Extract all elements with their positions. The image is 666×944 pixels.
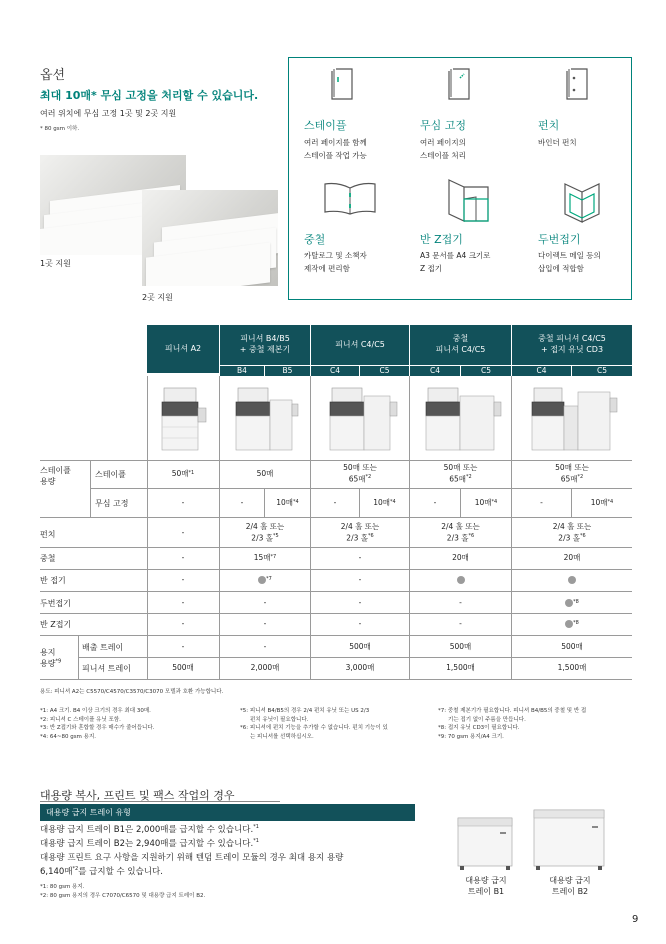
subheader-c5-1: C5 xyxy=(360,365,409,376)
subheader-c4-3: C4 xyxy=(512,365,571,376)
cell-staple-b: 50매 xyxy=(256,468,274,478)
cell-punch-c-text2: 2/3 홀 xyxy=(346,533,368,543)
options-headline: 최대 10매* 무심 고정을 처리할 수 있습니다. xyxy=(40,89,259,102)
note-1: *1: A4 크기. B4 이상 크기의 경우 최대 30매. xyxy=(40,708,151,714)
tray-b2-caption xyxy=(536,875,604,897)
finish-option-desc-5-line2: 삽입에 적합함 xyxy=(538,263,584,273)
cell-staple-d-sup: *2 xyxy=(466,473,472,480)
photo-caption-1: 1곳 지원 xyxy=(40,259,71,268)
subheader-c4-2: C4 xyxy=(410,365,460,376)
available-dot xyxy=(457,576,465,584)
finish-option-title-5: 두번접기 xyxy=(538,233,581,246)
available-dot xyxy=(565,620,573,628)
row-group-paper-line2 xyxy=(40,658,61,669)
col-header-booklet-c4c5 xyxy=(410,325,511,365)
cell-staple-c-sup: *2 xyxy=(365,473,372,480)
high-capacity-body xyxy=(40,823,420,879)
finish-option-desc-0 xyxy=(304,137,367,163)
cell-punch-e-line1: 2/4 홀 또는 xyxy=(552,521,592,531)
options-title: 옵션 xyxy=(40,68,66,83)
cell-punch-c-sup: *6 xyxy=(368,532,374,539)
hc-line-2-text: 대용량 급지 트레이 B2는 2,940매를 급지할 수 있습니다. xyxy=(40,839,254,850)
tray-b1-image xyxy=(452,812,520,872)
cell-sf-c5-3-text: 10매 xyxy=(590,497,608,507)
cell-sf-c5-2 xyxy=(461,492,511,514)
cell-punch-e-sup: *6 xyxy=(580,532,586,539)
cell-sf-c5-1 xyxy=(360,492,409,514)
cell-out-c: 500매 xyxy=(349,641,371,651)
notes-col-1 xyxy=(40,707,154,741)
page-number: 9 xyxy=(632,914,639,925)
cell-sf-b5-sup: *4 xyxy=(293,499,299,506)
cell-sf-c5-1-text: 10매 xyxy=(373,497,391,507)
cell-tri-fold-d: - xyxy=(459,597,462,607)
row-tri-fold: 두번접기 xyxy=(40,598,71,608)
row-group-staple-line2: 용량 xyxy=(40,477,56,486)
table-rule-v xyxy=(147,376,148,679)
cell-punch-b-sup: *5 xyxy=(273,532,279,539)
note-8: *8: 접지 유닛 CD3이 필요합니다. xyxy=(438,725,520,732)
hc-line-4-text-b: 를 급지할 수 있습니다. xyxy=(78,867,163,878)
cell-fin-d: 1,500매 xyxy=(446,662,475,672)
row-finisher-tray: 피니셔 트레이 xyxy=(82,663,131,673)
finish-option-desc-0-line2: 스테이플 작업 가능 xyxy=(304,150,367,160)
finish-option-title-1: 무심 고정 xyxy=(420,119,467,132)
hc-footnote-2: *2: 80 gsm 용지의 경우 C7070/C6570 및 대용량 급지 트레이 B2. xyxy=(40,892,206,899)
hc-line-1-sup: *1 xyxy=(253,824,259,831)
hc-line-3: 대용량 프린트 요구 사항을 지원하기 위해 텐덤 트레이 모듈의 경우 최대 용지 용량 xyxy=(40,853,344,864)
cell-sf-a2: - xyxy=(181,497,185,507)
machine-finisher-a2 xyxy=(150,382,216,452)
row-booklet: 중철 xyxy=(40,553,56,563)
col-header-cd3-line2: + 접지 유닛 CD3 xyxy=(540,345,604,354)
finish-option-title-4: 반 Z접기 xyxy=(420,233,463,246)
cell-punch-c-line2 xyxy=(346,533,373,544)
finish-option-desc-3-line1: 카탈로그 및 소책자 xyxy=(304,251,367,260)
col-header-cd3-line1: 중철 피니셔 C4/C5 xyxy=(538,334,606,344)
table-rule-v xyxy=(511,376,512,679)
finish-option-desc-5-line1: 다이렉트 메일 등의 xyxy=(538,251,601,260)
cell-booklet-b-text: 15매 xyxy=(253,552,271,562)
cell-z-fold-a2: - xyxy=(181,618,185,628)
cell-punch-d-text2: 2/3 홀 xyxy=(446,533,469,543)
cell-staple-a2-sup: *1 xyxy=(188,470,195,477)
cell-sf-b5-text: 10매 xyxy=(276,497,294,507)
cell-booklet-d: 20매 xyxy=(452,552,469,562)
cell-z-fold-e-sup: *8 xyxy=(573,620,579,627)
cell-punch-d xyxy=(410,519,511,547)
cell-punch-e-line2 xyxy=(558,533,585,544)
staple-free-icon xyxy=(447,67,471,101)
table-rule-v xyxy=(78,635,79,679)
col-header-booklet-line2: 피니셔 C4/C5 xyxy=(435,345,486,354)
note-7: *7: 중철 제본기가 필요합니다. 피니셔 B4/B5의 중철 및 반 접 xyxy=(438,708,587,714)
compat-note: 용도: 피니셔 A2는 C5570/C4570/C3570/C3070 모델과 호환 가능합니다. xyxy=(40,689,224,695)
col-header-booklet-line1: 중철 xyxy=(452,334,469,344)
notes-col-2 xyxy=(240,707,388,741)
cell-out-a2: - xyxy=(181,641,185,651)
table-rule xyxy=(40,460,632,461)
cell-staple-e xyxy=(512,460,632,488)
cell-tri-fold-a2: - xyxy=(181,597,185,607)
cell-tri-fold-b: - xyxy=(263,597,267,607)
cell-sf-c4-2: - xyxy=(433,497,437,507)
finish-option-desc-1-line1: 여러 페이지의 xyxy=(420,138,466,147)
row-staple-free: 무심 고정 xyxy=(95,498,129,508)
cell-z-fold-c: - xyxy=(358,618,362,628)
col-header-finisher-a2: 피니셔 A2 xyxy=(147,325,219,373)
col-header-b4b5-line1: 피니셔 B4/B5 xyxy=(240,334,290,344)
table-rule-v xyxy=(359,488,360,517)
tray-b1-caption xyxy=(452,875,520,897)
cell-z-fold-e xyxy=(512,614,632,634)
available-dot xyxy=(565,599,573,607)
row-group-staple-capacity xyxy=(40,462,71,490)
col-header-booklet-cd3 xyxy=(512,325,632,365)
cell-half-fold-d xyxy=(410,570,511,590)
row-group-paper-capacity xyxy=(40,640,61,676)
cell-out-e: 500매 xyxy=(561,641,583,651)
finish-option-desc-3 xyxy=(304,250,367,276)
cell-punch-a2: - xyxy=(181,527,185,537)
cell-half-fold-e xyxy=(512,570,632,590)
cell-staple-d-line2 xyxy=(449,474,471,485)
available-dot xyxy=(258,576,266,584)
available-dot xyxy=(568,576,576,584)
note-3: *3: 반 Z접기와 혼합할 경우 매수가 줄어듭니다. xyxy=(40,725,155,732)
table-rule-v xyxy=(264,488,265,517)
finish-option-desc-0-line1: 여러 페이지를 함께 xyxy=(304,138,367,147)
row-group-paper-line1: 용지 xyxy=(40,648,56,657)
finish-option-desc-4 xyxy=(420,250,490,276)
cell-staple-d xyxy=(410,460,511,488)
machine-finisher-b4b5 xyxy=(228,382,302,452)
row-half-fold: 반 접기 xyxy=(40,575,66,585)
cell-punch-d-sup: *6 xyxy=(468,532,475,539)
table-rule xyxy=(40,679,632,680)
z-fold-icon xyxy=(446,177,492,225)
cell-staple-a2-text: 50매 xyxy=(171,468,189,478)
cell-half-fold-b-sup: *7 xyxy=(266,576,272,583)
cell-staple-c xyxy=(311,460,409,488)
photo-caption-2: 2곳 지원 xyxy=(142,293,173,302)
table-rule xyxy=(78,657,632,658)
finish-option-desc-1-line2: 스테이플 처리 xyxy=(420,150,466,160)
cell-tri-fold-e xyxy=(512,593,632,613)
row-group-paper-sup: *9 xyxy=(55,658,62,665)
subheader-b4: B4 xyxy=(220,365,264,376)
cell-punch-b-text2: 2/3 홀 xyxy=(251,533,273,543)
hc-line-2-sup: *1 xyxy=(253,838,259,845)
table-rule xyxy=(90,488,632,489)
tray-b1-caption-line2: 트레이 B1 xyxy=(467,887,505,897)
high-capacity-title: 대용량 복사, 프린트 및 팩스 작업의 경우 xyxy=(40,789,235,802)
note-6-cont: 는 피니셔를 선택하십시오. xyxy=(250,733,314,740)
subheader-c4-1: C4 xyxy=(311,365,359,376)
staple-icon xyxy=(330,67,354,101)
cell-booklet-e: 20매 xyxy=(563,552,581,562)
cell-staple-c-text2: 65매 xyxy=(348,474,366,484)
cell-z-fold-b: - xyxy=(263,618,267,628)
cell-punch-d-line2 xyxy=(447,533,474,544)
table-rule-v xyxy=(219,376,220,679)
cell-staple-c-line1: 50매 또는 xyxy=(343,462,377,472)
hc-line-2 xyxy=(40,837,420,851)
booklet-icon xyxy=(322,180,378,216)
cell-fin-c: 3,000매 xyxy=(345,662,375,672)
hc-footnote-1: *1: 80 gsm 용지. xyxy=(40,884,85,890)
table-rule-v xyxy=(409,376,410,679)
cell-staple-e-line2 xyxy=(561,474,583,485)
tray-b1-caption-line1: 대용량 급지 xyxy=(465,876,507,885)
punch-icon xyxy=(565,67,589,101)
note-6: *6: 피니셔에 펀치 기능을 추가할 수 없습니다. 펀치 기능이 있 xyxy=(240,725,388,732)
cell-half-fold-c: - xyxy=(358,574,362,584)
finish-option-title-0: 스테이플 xyxy=(304,119,347,132)
cell-booklet-c: - xyxy=(358,552,362,562)
row-group-staple-line1: 스테이플 xyxy=(40,466,71,475)
options-desc: 여러 위치에 무심 고정 1곳 및 2곳 지원 xyxy=(40,109,177,118)
cell-fin-e: 1,500매 xyxy=(557,662,587,672)
col-header-b4b5-line2: + 중철 제본기 xyxy=(239,345,291,354)
finish-option-desc-2 xyxy=(538,137,577,150)
table-rule xyxy=(40,613,632,614)
table-rule-v xyxy=(460,488,461,517)
table-rule-v xyxy=(90,460,91,517)
cell-sf-c5-3 xyxy=(572,492,632,514)
cell-staple-a2 xyxy=(147,463,219,485)
cell-tri-fold-c: - xyxy=(358,597,362,607)
table-rule xyxy=(40,517,632,518)
cell-staple-c-line2 xyxy=(349,474,371,485)
machine-finisher-c4c5 xyxy=(322,382,400,452)
cell-sf-c5-1-sup: *4 xyxy=(390,499,396,506)
tray-type-bar: 대용량 급지 트레이 유형 xyxy=(40,804,415,821)
col-header-finisher-c4c5: 피니셔 C4/C5 xyxy=(311,325,409,365)
note-5-cont: 펀치 유닛이 필요합니다. xyxy=(250,716,309,723)
cell-punch-b-line1: 2/4 홀 또는 xyxy=(245,521,285,531)
note-7-cont: 기는 접기 없이 주름을 만듭니다. xyxy=(448,716,526,723)
cell-sf-c5-2-sup: *4 xyxy=(491,499,498,506)
cell-sf-b5 xyxy=(265,492,310,514)
cell-punch-e-text2: 2/3 홀 xyxy=(558,533,580,543)
hc-line-1 xyxy=(40,823,420,837)
machine-booklet-cd3 xyxy=(528,380,620,454)
cell-staple-d-text2: 65매 xyxy=(449,474,467,484)
hc-line-4-sup: *2 xyxy=(72,866,79,873)
cell-z-fold-d: - xyxy=(459,618,462,628)
row-z-fold: 반 Z접기 xyxy=(40,619,72,629)
subheader-c5-2: C5 xyxy=(461,365,511,376)
table-rule xyxy=(40,635,632,636)
finish-option-desc-1 xyxy=(420,137,466,163)
cell-out-b: - xyxy=(263,641,267,651)
finish-option-desc-4-line2: Z 접기 xyxy=(420,263,443,273)
cell-tri-fold-e-sup: *8 xyxy=(573,599,579,606)
cell-half-fold-a2: - xyxy=(181,574,185,584)
hc-line-1-text: 대용량 급지 트레이 B1은 2,000매를 급지할 수 있습니다. xyxy=(40,825,254,835)
row-staple: 스테이플 xyxy=(95,469,126,479)
machine-booklet-c4c5 xyxy=(420,382,504,452)
table-rule xyxy=(40,591,632,592)
cell-staple-e-sup: *2 xyxy=(577,473,584,480)
table-rule-v xyxy=(310,376,311,679)
high-capacity-rule xyxy=(40,801,280,802)
cell-punch-d-line1: 2/4 홀 또는 xyxy=(441,521,480,531)
cell-fin-b: 2,000매 xyxy=(250,662,280,672)
cell-punch-e xyxy=(512,519,632,547)
cell-staple-e-line1: 50매 또는 xyxy=(555,462,589,472)
cell-sf-c5-3-sup: *4 xyxy=(607,499,614,506)
cell-out-d: 500매 xyxy=(449,641,472,651)
tray-b2-image xyxy=(530,804,610,872)
table-rule-v xyxy=(571,488,572,517)
cell-sf-c5-2-text: 10매 xyxy=(474,497,492,507)
table-rule xyxy=(40,547,632,548)
cell-sf-c4-3: - xyxy=(540,497,543,507)
note-2: *2: 피니셔 C 스테이플 유닛 포함. xyxy=(40,716,121,723)
row-output-tray: 배출 트레이 xyxy=(82,642,124,652)
finish-option-title-2: 펀치 xyxy=(538,119,560,132)
high-capacity-footnotes xyxy=(40,883,205,900)
cell-punch-c-line1: 2/4 홀 또는 xyxy=(340,521,380,531)
cell-fin-a2: 500매 xyxy=(172,662,194,672)
cell-booklet-b-sup: *7 xyxy=(270,554,277,561)
note-5: *5: 피니셔 B4/B5의 경우 2/4 펀치 유닛 또는 US 2/3 xyxy=(240,708,370,714)
finish-option-desc-3-line2: 제작에 편리함 xyxy=(304,263,350,273)
cell-booklet-a2: - xyxy=(181,552,185,562)
cell-booklet-b xyxy=(220,548,310,568)
note-9: *9: 70 gsm 용지/A4 크기. xyxy=(438,733,504,740)
tray-b2-caption-line2: 트레이 B2 xyxy=(551,887,589,897)
row-punch: 펀치 xyxy=(40,529,56,539)
tray-b2-caption-line1: 대용량 급지 xyxy=(549,876,591,885)
finish-option-desc-4-line1: A3 문서를 A4 크기로 xyxy=(420,251,491,260)
cell-staple-e-text2: 65매 xyxy=(560,474,578,484)
cell-punch-b xyxy=(220,519,310,547)
hc-line-4 xyxy=(40,865,420,879)
staple-free-photo-2 xyxy=(142,190,278,286)
cell-punch-b-line2 xyxy=(251,533,278,544)
notes-col-3 xyxy=(438,707,586,741)
hc-line-4-text-a: 6,140매 xyxy=(40,867,73,878)
cell-sf-b4: - xyxy=(240,497,244,507)
finish-option-desc-5 xyxy=(538,250,601,276)
table-rule xyxy=(40,569,632,570)
finish-option-desc-2-line1: 바인더 펀치 xyxy=(538,138,577,147)
cell-half-fold-b xyxy=(220,570,310,590)
cell-sf-c4-1: - xyxy=(333,497,337,507)
cell-staple-d-line1: 50매 또는 xyxy=(443,462,478,472)
col-header-finisher-b4b5 xyxy=(220,325,310,365)
finish-option-title-3: 중철 xyxy=(304,233,326,246)
options-footnote: * 80 gsm 이하. xyxy=(40,126,80,132)
row-group-paper-text: 용량 xyxy=(40,659,56,668)
note-4: *4: 64~80 gsm 용지. xyxy=(40,733,97,740)
tri-fold-icon xyxy=(562,178,602,224)
subheader-b5: B5 xyxy=(265,365,310,376)
cell-punch-c xyxy=(311,519,409,547)
subheader-c5-3: C5 xyxy=(572,365,632,376)
